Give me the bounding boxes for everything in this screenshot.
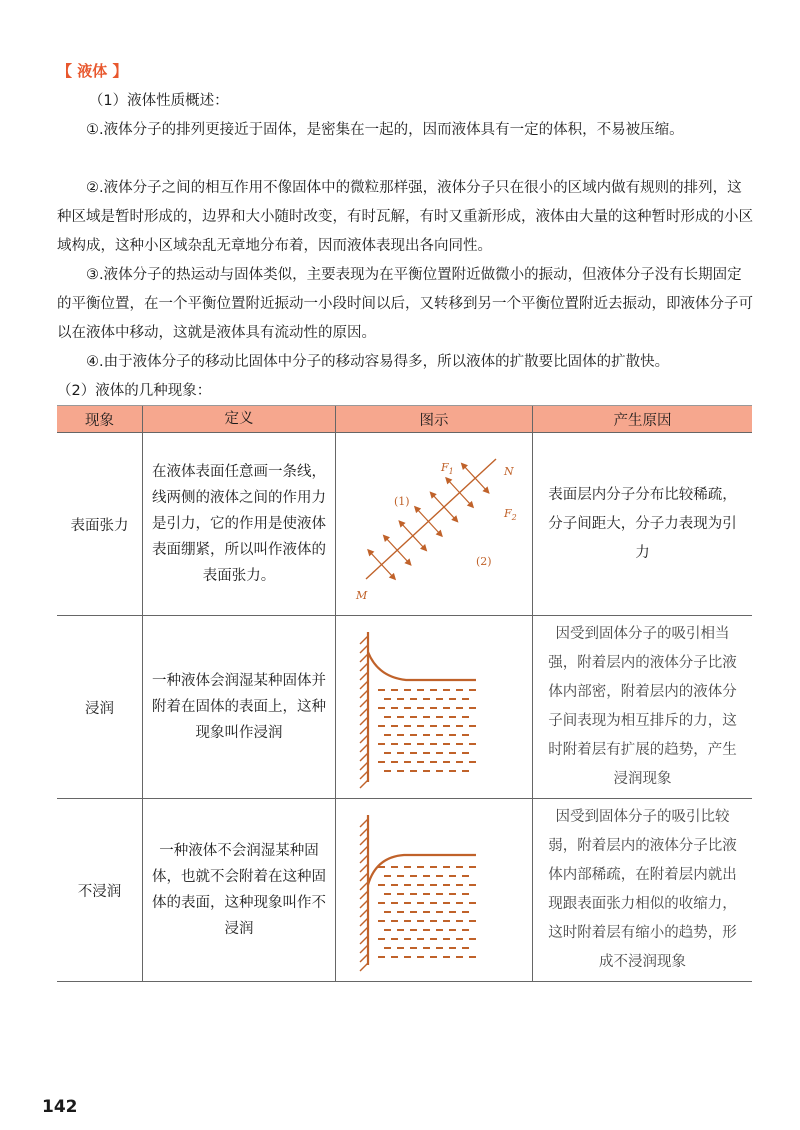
hatch-mark [360, 891, 368, 899]
hatch-mark [360, 636, 368, 644]
hatch-mark [360, 873, 368, 881]
header-figure: 图示 [336, 406, 533, 433]
hatch-mark [360, 882, 368, 890]
paragraph-text: ①.液体分子的排列更接近于固体，是密集在一起的，因而液体具有一定的体积，不易被压缩。 [86, 122, 684, 138]
hatch-mark [360, 855, 368, 863]
hatch-mark [360, 927, 368, 935]
hatch-mark [360, 699, 368, 707]
cause-text: 因受到固体分子的吸引比较弱，附着层内的液体分子比液体内部稀疏，在附着层内就出现跟表面张力相似的收缩力，这时附着层有缩小的趋势，形成不浸润现象 [533, 799, 753, 982]
hatch-mark [360, 780, 368, 788]
label-n: N [504, 465, 514, 478]
hatch-mark [360, 762, 368, 770]
hatch-mark [360, 672, 368, 680]
hatch-mark [360, 654, 368, 662]
hatch-mark [360, 819, 368, 827]
wall-hatch [360, 636, 368, 788]
hatch-mark [360, 936, 368, 944]
definition-text: 在液体表面任意画一条线，线两侧的液体之间的作用力是引力，它的作用是使液体表面绷紧，所以叫作液体的表面张力。 [143, 433, 336, 616]
paragraph-text: ④.由于液体分子的移动比固体中分子的移动容易得多，所以液体的扩散要比固体的扩散快。 [86, 354, 670, 370]
hatch-mark [360, 828, 368, 836]
page-number: 142 [42, 1097, 78, 1117]
wall-hatch [360, 819, 368, 971]
table-row [57, 433, 752, 616]
definition-text: 一种液体会润湿某种固体并附着在固体的表面上，这种现象叫作浸润 [143, 616, 336, 799]
liquid-dashes [378, 690, 476, 771]
hatch-mark [360, 663, 368, 671]
label-f1: $F_1$ [441, 461, 454, 476]
hatch-mark [360, 900, 368, 908]
paragraph-2 [57, 174, 753, 261]
hatch-mark [360, 690, 368, 698]
wetting-diagram [336, 622, 532, 792]
phenomenon-name: 表面张力 [57, 433, 143, 616]
force-arrows [368, 464, 489, 580]
hatch-mark [360, 771, 368, 779]
table-row [57, 799, 752, 982]
table-row [57, 616, 752, 799]
paragraph-text: ②.液体分子之间的相互作用不像固体中的微粒那样强，液体分子只在很小的区域内做有规则的排列，这种区域是暂时形成的，边界和大小随时改变，有时瓦解，有时又重新形成，液体由大量的这种暂时形成的小区域构成，这种小区域杂乱无章地分布着，因而液体表现出各向同性。 [57, 180, 753, 254]
hatch-mark [360, 837, 368, 845]
phenomenon-name: 不浸润 [57, 799, 143, 982]
hatch-mark [360, 708, 368, 716]
hatch-mark [360, 753, 368, 761]
heading-phenomena [57, 377, 753, 406]
hatch-mark [360, 945, 368, 953]
liquid-surface-curve [368, 855, 476, 885]
label-f2: $F_2$ [504, 507, 517, 522]
cause-text: 因受到固体分子的吸引相当强，附着层内的液体分子比液体内部密，附着层内的液体分子间表现为相互排斥的力，这时附着层有扩展的趋势，产生浸润现象 [533, 616, 753, 799]
hatch-mark [360, 864, 368, 872]
phenomenon-name: 浸润 [57, 616, 143, 799]
surface-tension-diagram [336, 439, 532, 609]
wetting-figure [336, 616, 533, 799]
liquid-surface-curve [368, 652, 476, 680]
hatch-mark [360, 963, 368, 971]
label-side-1: (1) [394, 495, 410, 508]
hatch-mark [360, 744, 368, 752]
header-phenomenon: 现象 [57, 406, 143, 433]
hatch-mark [360, 645, 368, 653]
hatch-mark [360, 717, 368, 725]
paragraph-3 [57, 261, 753, 348]
hatch-mark [360, 681, 368, 689]
phenomena-table [57, 405, 752, 982]
heading-text: （2）液体的几种现象： [57, 383, 212, 399]
definition-text: 一种液体不会润湿某种固体，也就不会附着在这种固体的表面，这种现象叫作不浸润 [143, 799, 336, 982]
non-wetting-diagram [336, 805, 532, 975]
cause-text: 表面层内分子分布比较稀疏，分子间距大，分子力表现为引力 [533, 433, 753, 616]
hatch-mark [360, 918, 368, 926]
hatch-mark [360, 954, 368, 962]
hatch-mark [360, 846, 368, 854]
non-wetting-figure [336, 799, 533, 982]
table-header-row [57, 406, 752, 433]
paragraph-1 [57, 116, 753, 145]
label-side-2: (2) [476, 555, 492, 568]
section-tag: 【 液体 】 [57, 62, 128, 80]
header-cause: 产生原因 [533, 406, 753, 433]
label-m: M [356, 589, 368, 602]
header-definition: 定义 [143, 406, 336, 433]
heading-liquid-properties [57, 87, 753, 116]
paragraph-text: ③.液体分子的热运动与固体类似，主要表现为在平衡位置附近做微小的振动，但液体分子没有长期固定的平衡位置，在一个平衡位置附近振动一小段时间以后，又转移到另一个平衡位置附近去振动，即液体分子可以在液体中移动，这就是液体具有流动性的原因。 [57, 267, 753, 341]
liquid-dashes [378, 867, 476, 957]
surface-tension-figure [336, 433, 533, 616]
hatch-mark [360, 735, 368, 743]
hatch-mark [360, 909, 368, 917]
paragraph-4 [57, 348, 753, 377]
hatch-mark [360, 726, 368, 734]
heading-text: （1）液体性质概述： [88, 93, 229, 109]
